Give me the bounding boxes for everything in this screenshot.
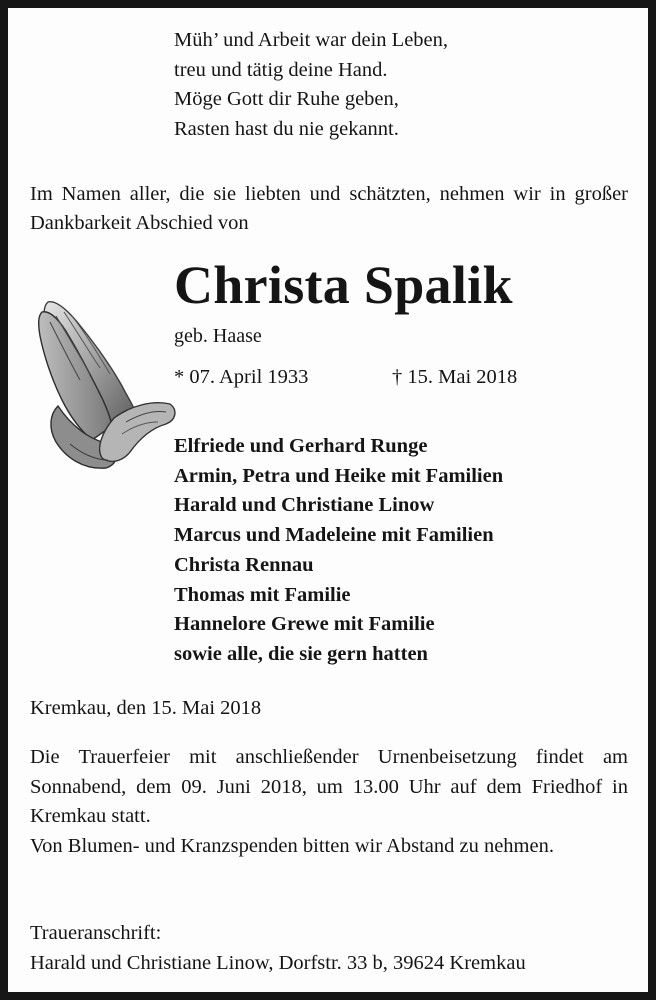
- place-date: Kremkau, den 15. Mai 2018: [30, 697, 262, 719]
- deceased-name: Christa Spalik: [174, 255, 513, 315]
- mourning-address: [30, 919, 526, 978]
- donation-note: Von Blumen- und Kranzspenden bitten wir Abstand zu nehmen.: [30, 834, 554, 857]
- mourners-list: [174, 432, 503, 670]
- funeral-service-info: [30, 743, 628, 861]
- poem-line: Möge Gott dir Ruhe geben,: [174, 88, 399, 110]
- service-paragraph: Die Trauerfeier mit anschließender Urnenbeisetzung findet am Sonnabend, dem 09. Juni 2018, um 13.00 Uhr auf dem Friedhof in Kremkau statt.: [30, 746, 628, 827]
- mourner-line: Armin, Petra und Heike mit Familien: [174, 464, 504, 487]
- mourner-line: Marcus und Madeleine mit Familien: [174, 524, 494, 547]
- birth-date: * 07. April 1933: [174, 366, 309, 388]
- mourner-line: Hannelore Grewe mit Familie: [174, 613, 435, 636]
- mourner-line: Harald und Christiane Linow: [174, 494, 435, 517]
- mourner-line: Christa Rennau: [174, 553, 314, 576]
- address-line: Harald und Christiane Linow, Dorfstr. 33 b, 39624 Kremkau: [30, 951, 526, 974]
- address-label: Traueranschrift:: [30, 922, 162, 944]
- poem-line: treu und tätig deine Hand.: [174, 58, 388, 81]
- birth-name: geb. Haase: [174, 325, 262, 347]
- poem-line: Müh’ und Arbeit war dein Leben,: [174, 29, 449, 51]
- death-date: † 15. Mai 2018: [392, 366, 518, 388]
- intro-text: Im Namen aller, die sie liebten und schätzten, nehmen wir in großer Dankbarkeit Abschied von: [30, 183, 628, 234]
- memorial-poem: [174, 26, 448, 144]
- praying-hands-icon: [30, 294, 180, 476]
- mourner-line: Thomas mit Familie: [174, 583, 351, 606]
- mourner-line: sowie alle, die sie gern hatten: [174, 642, 428, 665]
- mourner-line: Elfriede und Gerhard Runge: [174, 435, 428, 457]
- poem-line: Rasten hast du nie gekannt.: [174, 117, 399, 140]
